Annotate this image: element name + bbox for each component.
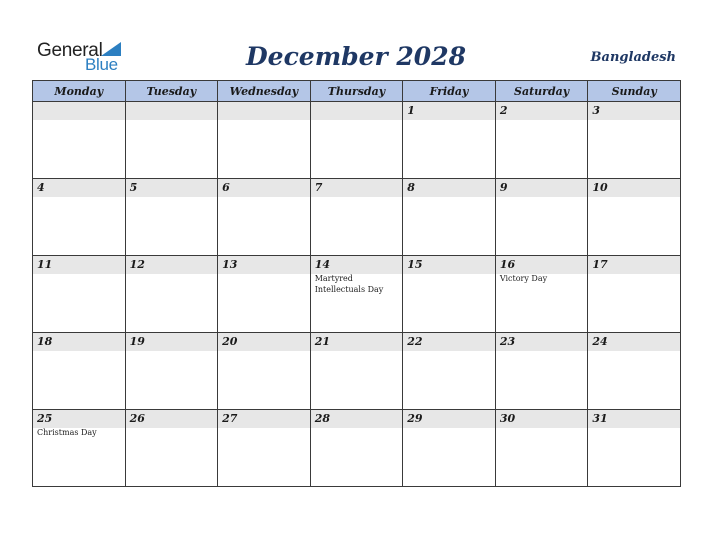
day-cell-header bbox=[33, 102, 125, 120]
week-row bbox=[33, 179, 681, 256]
day-cell bbox=[310, 333, 403, 410]
day-cell bbox=[218, 179, 311, 256]
day-cell bbox=[33, 410, 126, 487]
day-number: 4 bbox=[37, 181, 45, 194]
day-cell-header bbox=[403, 333, 495, 351]
day-number: 5 bbox=[129, 181, 138, 194]
day-cell bbox=[33, 102, 126, 179]
day-number: 20 bbox=[222, 335, 238, 348]
day-number: 10 bbox=[592, 181, 608, 194]
day-cell bbox=[218, 102, 311, 179]
day-number: 18 bbox=[37, 335, 53, 348]
day-cell bbox=[125, 179, 218, 256]
day-cell-header bbox=[588, 102, 680, 120]
day-cell-header bbox=[496, 256, 588, 274]
day-cell bbox=[218, 410, 311, 487]
weekday-monday: Monday bbox=[33, 81, 126, 102]
day-number: 17 bbox=[592, 258, 608, 271]
day-cell bbox=[495, 102, 588, 179]
day-number: 1 bbox=[407, 104, 415, 117]
day-cell-header bbox=[403, 410, 495, 428]
holiday-label: Christmas Day bbox=[37, 428, 97, 437]
weekday-sunday: Sunday bbox=[588, 81, 681, 102]
day-cell-header bbox=[403, 256, 495, 274]
day-number: 26 bbox=[129, 412, 145, 425]
day-cell bbox=[495, 179, 588, 256]
day-cell-header bbox=[33, 179, 125, 197]
logo-text-blue: Blue bbox=[85, 55, 118, 74]
day-number: 31 bbox=[592, 412, 608, 425]
day-number bbox=[33, 102, 125, 105]
day-number: 12 bbox=[129, 258, 145, 271]
day-number: 19 bbox=[129, 335, 145, 348]
holiday-label: Victory Day bbox=[499, 274, 548, 283]
weekday-friday: Friday bbox=[403, 81, 496, 102]
day-number: 2 bbox=[499, 104, 508, 117]
day-cell bbox=[495, 256, 588, 333]
day-cell bbox=[588, 102, 681, 179]
day-cell bbox=[125, 333, 218, 410]
day-number: 25 bbox=[37, 412, 53, 425]
day-cell bbox=[33, 256, 126, 333]
day-cell bbox=[310, 102, 403, 179]
day-cell bbox=[403, 333, 496, 410]
day-number: 21 bbox=[314, 335, 330, 348]
day-cell bbox=[218, 333, 311, 410]
day-cell-header bbox=[126, 102, 218, 120]
day-cell bbox=[403, 102, 496, 179]
day-cell-header bbox=[496, 333, 588, 351]
day-cell-header bbox=[311, 333, 403, 351]
day-number: 3 bbox=[592, 104, 601, 117]
day-cell bbox=[310, 256, 403, 333]
day-cell bbox=[588, 179, 681, 256]
day-cell-header bbox=[218, 333, 310, 351]
day-cell-header bbox=[33, 256, 125, 274]
day-cell-header bbox=[311, 102, 403, 120]
day-cell-header bbox=[496, 102, 588, 120]
day-cell-header bbox=[311, 410, 403, 428]
day-number: 11 bbox=[37, 258, 53, 271]
day-cell-header bbox=[218, 410, 310, 428]
day-number: 16 bbox=[499, 258, 516, 271]
day-cell-header bbox=[33, 333, 125, 351]
day-cell-header bbox=[218, 256, 310, 274]
week-row bbox=[33, 410, 681, 487]
day-number: 13 bbox=[222, 258, 238, 271]
day-cell-header bbox=[588, 333, 680, 351]
day-number: 24 bbox=[592, 335, 608, 348]
day-cell bbox=[588, 333, 681, 410]
day-cell bbox=[33, 179, 126, 256]
day-number: 14 bbox=[314, 258, 330, 271]
day-cell-header bbox=[311, 256, 403, 274]
day-cell bbox=[495, 410, 588, 487]
day-cell bbox=[588, 256, 681, 333]
day-number: 7 bbox=[314, 181, 323, 194]
day-cell bbox=[310, 179, 403, 256]
weekday-tuesday: Tuesday bbox=[125, 81, 218, 102]
day-cell-header bbox=[218, 179, 310, 197]
day-cell-header bbox=[126, 410, 218, 428]
week-row bbox=[33, 333, 681, 410]
day-cell-header bbox=[126, 256, 218, 274]
day-cell bbox=[403, 410, 496, 487]
day-cell-header bbox=[33, 410, 125, 428]
day-cell-header bbox=[588, 179, 680, 197]
day-cell bbox=[125, 256, 218, 333]
day-number: 6 bbox=[222, 181, 230, 194]
day-cell-header bbox=[311, 179, 403, 197]
weekday-header-row bbox=[33, 81, 681, 102]
weekday-wednesday: Wednesday bbox=[218, 81, 311, 102]
day-number: 9 bbox=[499, 181, 508, 194]
day-cell-header bbox=[126, 333, 218, 351]
day-cell-header bbox=[496, 410, 588, 428]
day-cell bbox=[125, 102, 218, 179]
day-cell bbox=[495, 333, 588, 410]
weekday-thursday: Thursday bbox=[310, 81, 403, 102]
day-cell-header bbox=[403, 102, 495, 120]
day-number: 30 bbox=[499, 412, 516, 425]
day-cell-header bbox=[218, 102, 310, 120]
day-number bbox=[218, 102, 310, 105]
week-row bbox=[33, 102, 681, 179]
day-number: 22 bbox=[407, 335, 423, 348]
day-number bbox=[311, 102, 403, 105]
day-cell bbox=[403, 256, 496, 333]
day-cell-header bbox=[588, 410, 680, 428]
day-cell-header bbox=[496, 179, 588, 197]
logo-text-general: General bbox=[37, 40, 103, 61]
day-cell bbox=[310, 410, 403, 487]
day-cell-header bbox=[126, 179, 218, 197]
country-label: Bangladesh bbox=[590, 50, 676, 65]
day-cell bbox=[218, 256, 311, 333]
calendar-body bbox=[33, 102, 681, 487]
day-cell bbox=[403, 179, 496, 256]
day-number: 27 bbox=[222, 412, 238, 425]
day-number: 8 bbox=[407, 181, 415, 194]
week-row bbox=[33, 256, 681, 333]
calendar-title: December 2028 bbox=[245, 42, 466, 71]
day-number: 23 bbox=[499, 335, 516, 348]
day-cell bbox=[33, 333, 126, 410]
day-cell bbox=[125, 410, 218, 487]
day-number: 28 bbox=[314, 412, 330, 425]
day-number: 15 bbox=[407, 258, 423, 271]
day-number bbox=[126, 102, 218, 105]
holiday-label: Martyred Intellectuals Day bbox=[314, 274, 384, 294]
weekday-saturday: Saturday bbox=[495, 81, 588, 102]
calendar-grid bbox=[32, 80, 681, 487]
day-number: 29 bbox=[407, 412, 423, 425]
day-cell-header bbox=[403, 179, 495, 197]
day-cell-header bbox=[588, 256, 680, 274]
day-cell bbox=[588, 410, 681, 487]
